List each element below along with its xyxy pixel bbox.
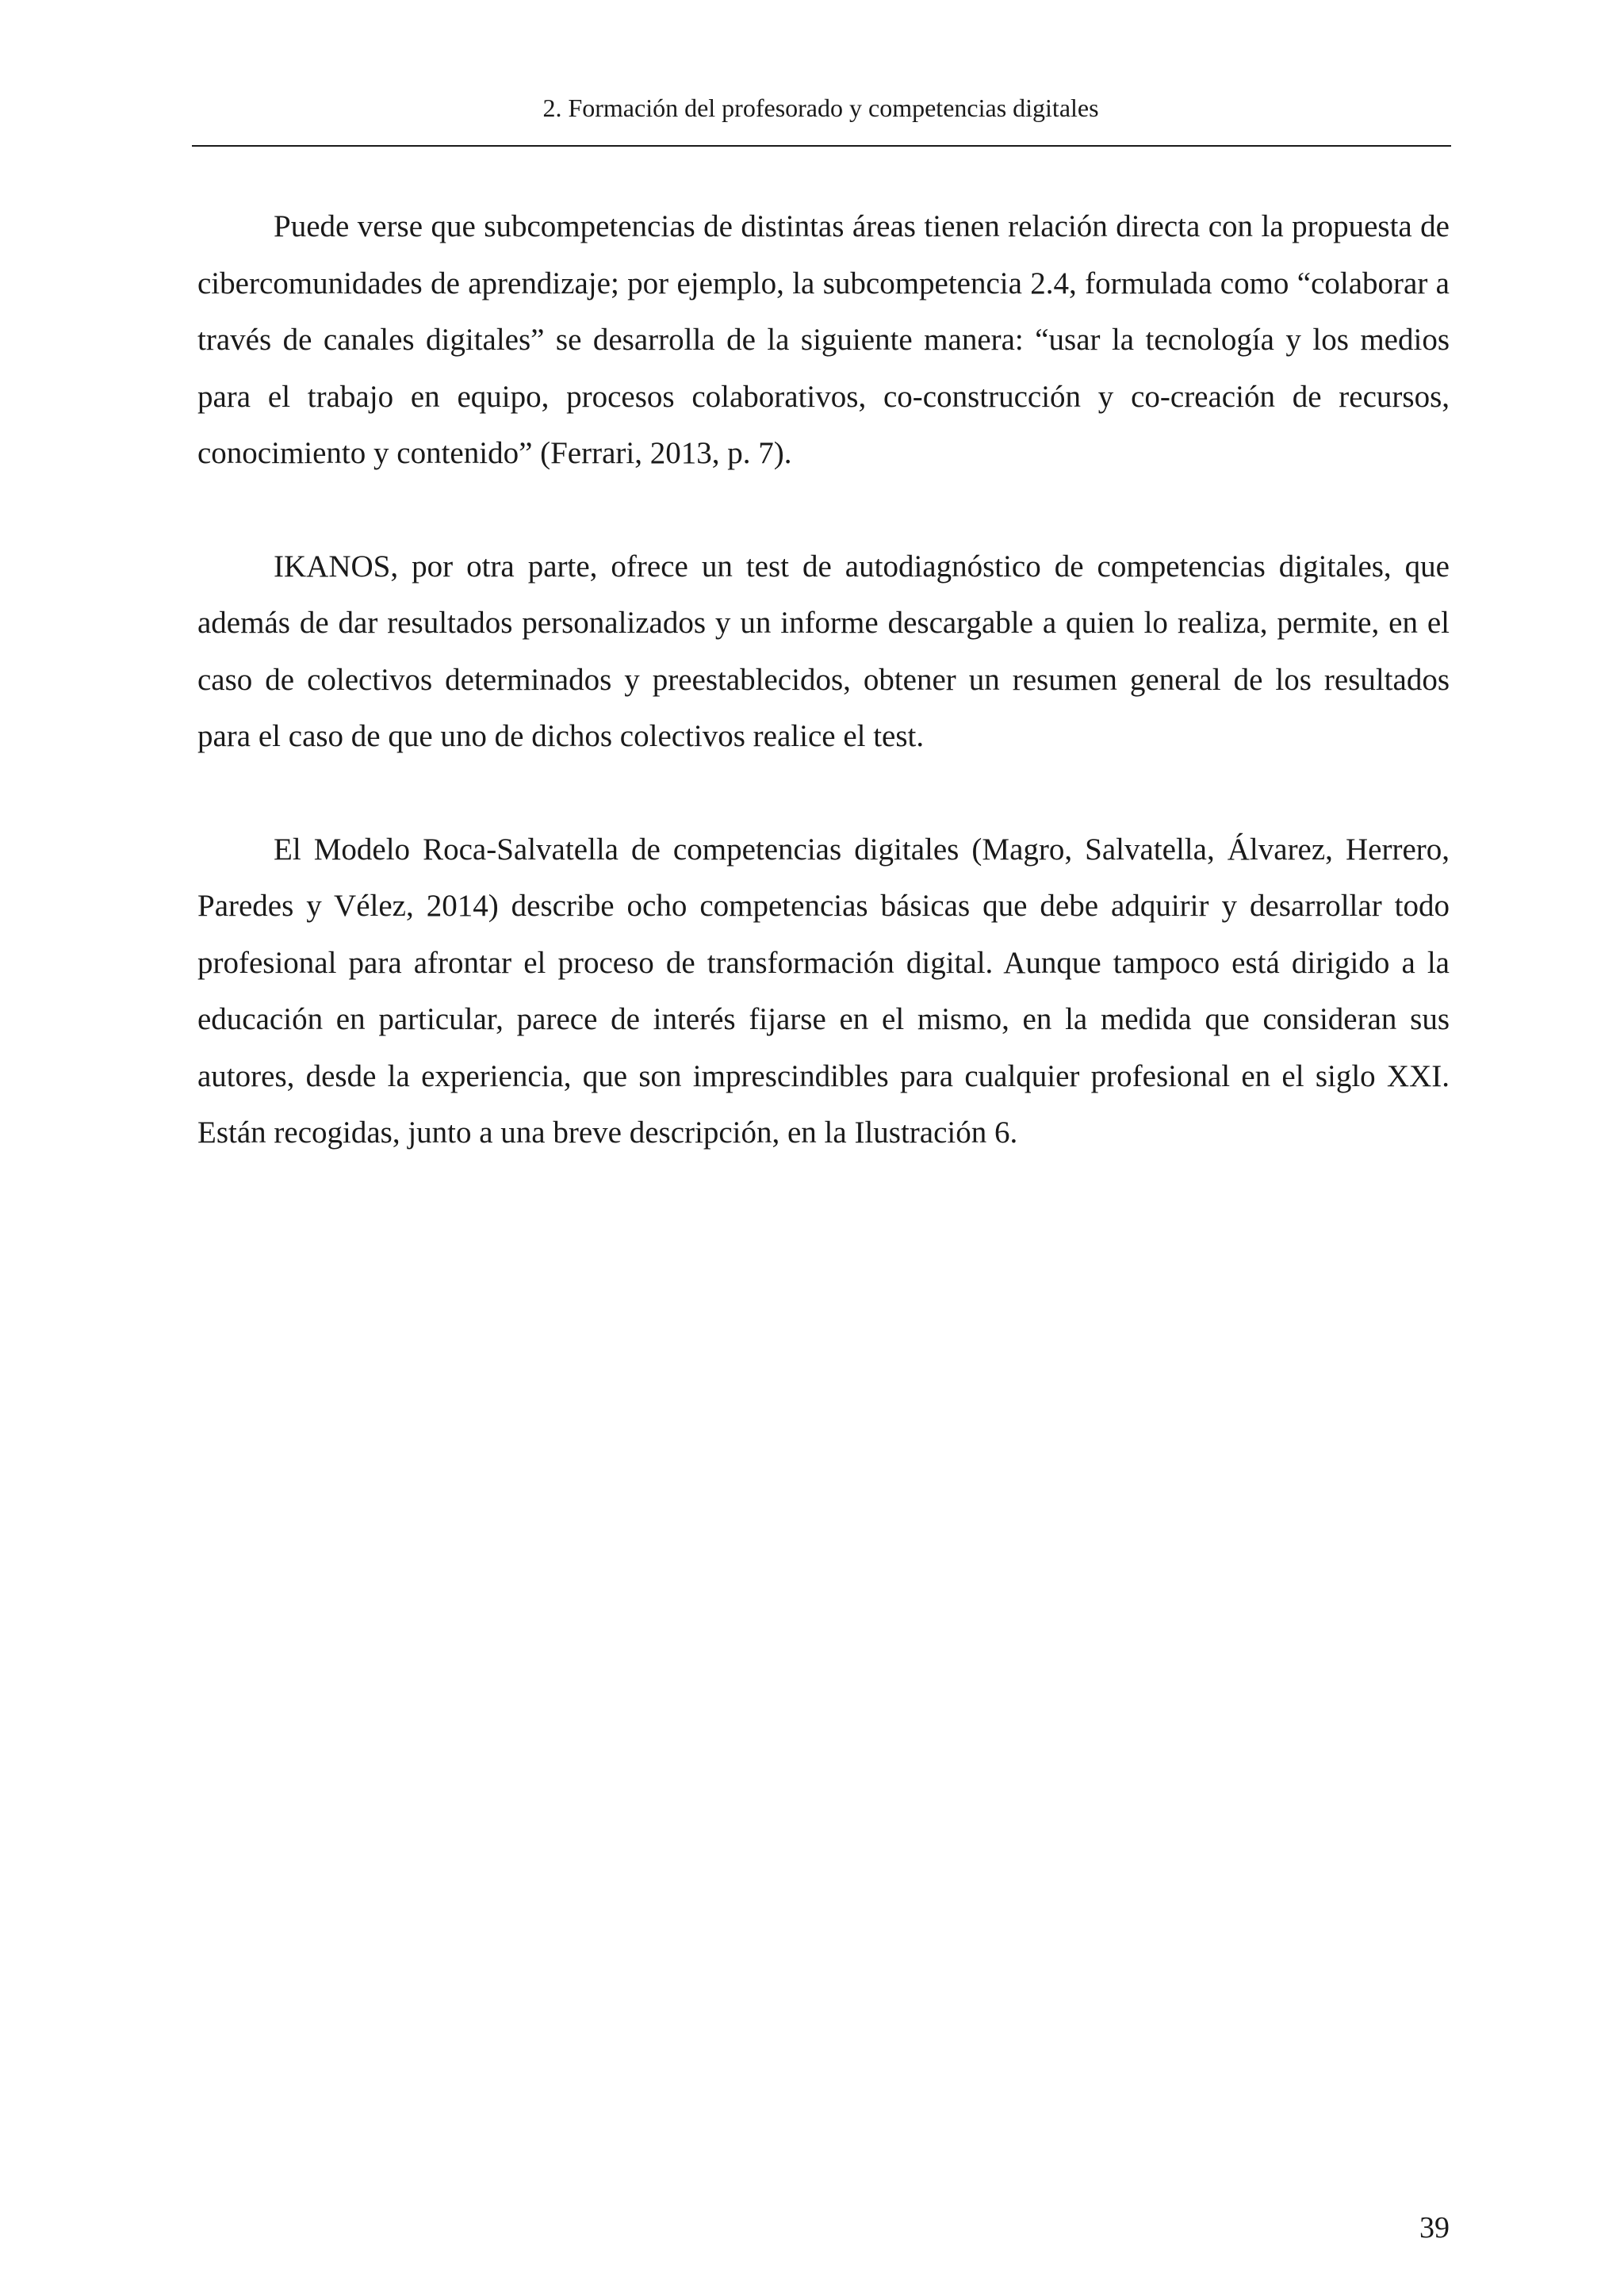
paragraph: IKANOS, por otra parte, ofrece un test de autodiagnóstico de competencias digitales, que además de dar resultados personalizados y un informe descargable a quien lo realiza, permite, en el caso de colectivos determinados y preestablecidos, obtener un resumen general de los resultados para el caso de que uno de dichos colectivos realice el test.: [197, 549, 1450, 753]
running-header: 2. Formación del profesorado y competencias digitales: [542, 94, 1099, 122]
page-number: 39: [1419, 2211, 1450, 2244]
paragraph: El Modelo Roca-Salvatella de competencias digitales (Magro, Salvatella, Álvarez, Herrero, Paredes y Vélez, 2014) describe ocho competencias básicas que debe adquirir y desarrollar todo profesional para afrontar el proceso de transformación digital. Aunque tampoco está dirigido a la educación en particular, parece de interés fijarse en el mismo, en la medida que consideran sus autores, desde la experiencia, que son imprescindibles para cualquier profesional en el siglo XXI. Están recogidas, junto a una breve descripción, en la Ilustración 6.: [197, 832, 1450, 1150]
header-divider: [192, 145, 1451, 147]
paragraph: Puede verse que subcompetencias de distintas áreas tienen relación directa con la propuesta de cibercomunidades de aprendizaje; por ejemplo, la subcompetencia 2.4, formulada como “colaborar a través de canales digitales” se desarrolla de la siguiente manera: “usar la tecnología y los medios para el trabajo en equipo, procesos colaborativos, co-construcción y co-creación de recursos, conocimiento y contenido” (Ferrari, 2013, p. 7).: [197, 209, 1450, 470]
body-text: [197, 198, 1450, 1218]
